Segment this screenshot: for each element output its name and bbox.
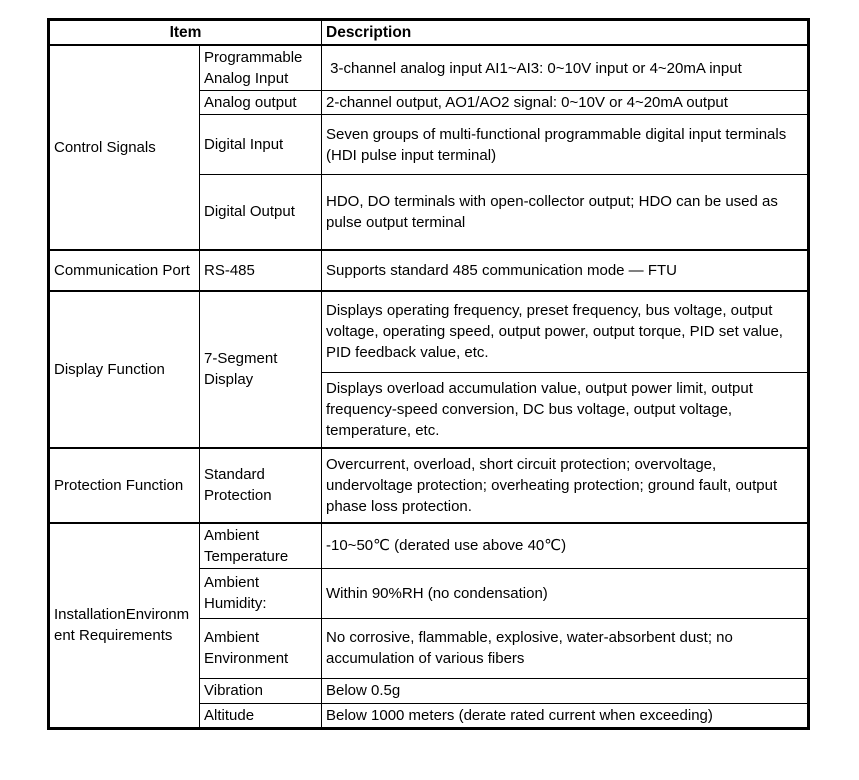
cell-group-display-function: Display Function [49, 291, 200, 448]
cell-desc-display-function-2: Displays overload accumulation value, output power limit, output frequency-speed conversion, DC bus voltage, output voltage, temperature, etc. [322, 373, 809, 448]
cell-label-programmable-analog-input: Programmable Analog Input [200, 45, 322, 91]
cell-desc-ambient-temperature: -10~50℃ (derated use above 40℃) [322, 523, 809, 569]
cell-label-digital-output: Digital Output [200, 175, 322, 250]
table-header-row [49, 20, 809, 46]
cell-label-altitude: Altitude [200, 703, 322, 728]
cell-label-ambient-humidity: Ambient Humidity: [200, 568, 322, 618]
cell-label-ambient-temperature: Ambient Temperature [200, 523, 322, 569]
row-display-function-1 [49, 291, 809, 373]
cell-desc-communication-port: Supports standard 485 communication mode — FTU [322, 250, 809, 291]
cell-desc-altitude: Below 1000 meters (derate rated current when exceeding) [322, 703, 809, 728]
cell-desc-vibration: Below 0.5g [322, 678, 809, 703]
column-header-description: Description [322, 20, 809, 46]
cell-label-ambient-environment: Ambient Environment [200, 618, 322, 678]
cell-desc-digital-output: HDO, DO terminals with open-collector output; HDO can be used as pulse output terminal [322, 175, 809, 250]
cell-label-rs485: RS-485 [200, 250, 322, 291]
specification-table [47, 18, 810, 730]
row-ambient-temperature [49, 523, 809, 569]
row-communication-port [49, 250, 809, 291]
cell-desc-analog-output: 2-channel output, AO1/AO2 signal: 0~10V or 4~20mA output [322, 91, 809, 115]
cell-desc-ambient-environment: No corrosive, flammable, explosive, water-absorbent dust; no accumulation of various fibers [322, 618, 809, 678]
cell-desc-digital-input: Seven groups of multi-functional programmable digital input terminals (HDI pulse input terminal) [322, 115, 809, 175]
column-header-item: Item [49, 20, 322, 46]
cell-group-protection-function: Protection Function [49, 448, 200, 523]
cell-label-analog-output: Analog output [200, 91, 322, 115]
cell-desc-ambient-humidity: Within 90%RH (no condensation) [322, 568, 809, 618]
cell-desc-programmable-analog-input: 3-channel analog input AI1~AI3: 0~10V input or 4~20mA input [322, 45, 809, 91]
cell-label-7-segment-display: 7-Segment Display [200, 291, 322, 448]
cell-group-communication-port: Communication Port [49, 250, 200, 291]
row-programmable-analog-input [49, 45, 809, 91]
cell-label-digital-input: Digital Input [200, 115, 322, 175]
cell-group-control-signals: Control Signals [49, 45, 200, 250]
cell-label-standard-protection: Standard Protection [200, 448, 322, 523]
cell-label-vibration: Vibration [200, 678, 322, 703]
row-protection-function [49, 448, 809, 523]
cell-group-installation-environment: InstallationEnvironment Requirements [49, 523, 200, 729]
cell-desc-protection-function: Overcurrent, overload, short circuit protection; overvoltage, undervoltage protection; overheating protection; ground fault, output phase loss protection. [322, 448, 809, 523]
cell-desc-display-function-1: Displays operating frequency, preset frequency, bus voltage, output voltage, operating speed, output power, output torque, PID set value, PID feedback value, etc. [322, 291, 809, 373]
